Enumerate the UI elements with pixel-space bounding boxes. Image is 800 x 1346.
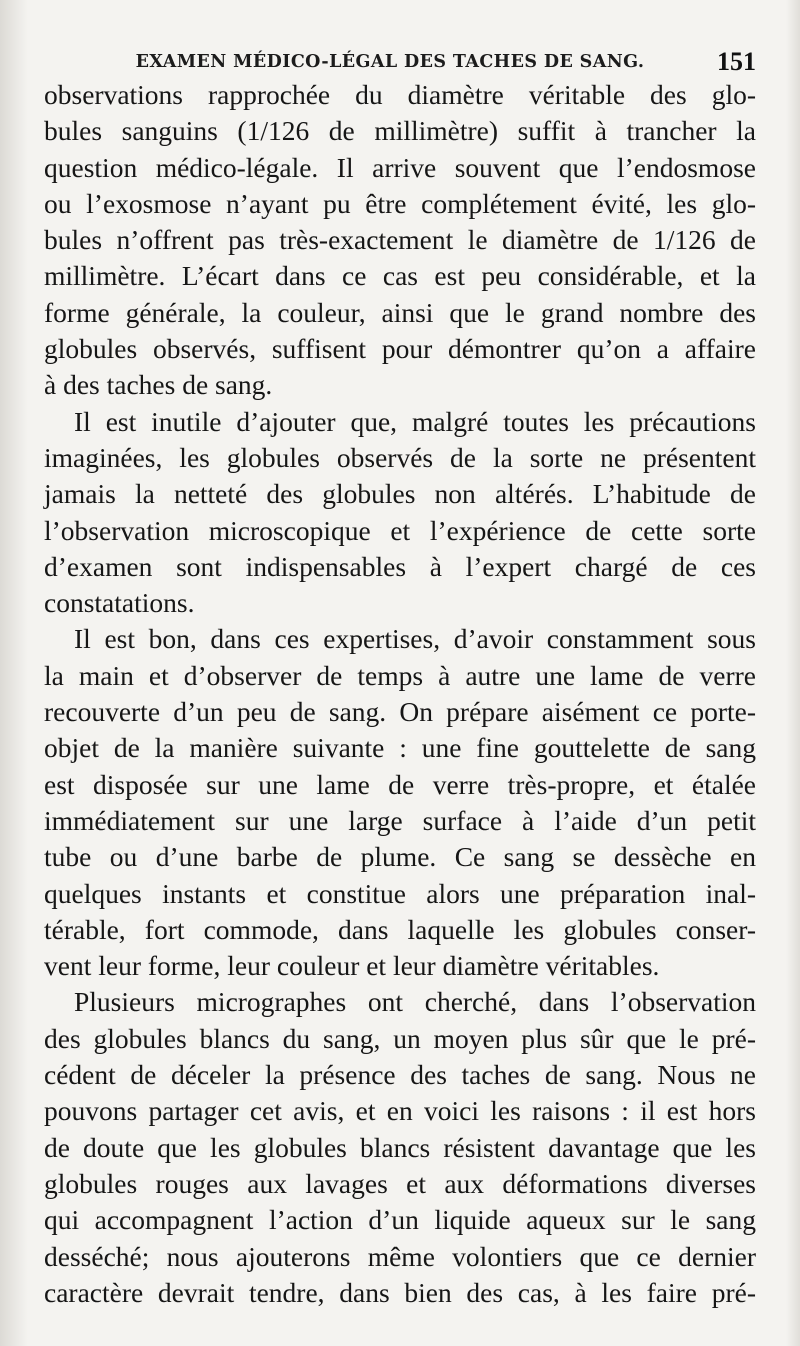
text-line: jamais la netteté des globules non altérés. L’habitude de: [44, 478, 756, 510]
text-line: est disposée sur une lame de verre très-propre, et étalée: [44, 768, 756, 800]
text-line: bules sanguins (1/126 de millimètre) suffit à trancher la: [44, 115, 756, 147]
text-line: la main et d’observer de temps à autre une lame de verre: [44, 659, 756, 691]
text-line: Plusieurs micrographes ont cherché, dans l’observation: [74, 986, 756, 1018]
running-title: EXAMEN MÉDICO-LÉGAL DES TACHES DE SANG.: [135, 52, 645, 72]
text-line: Il est bon, dans ces expertises, d’avoir constamment sous: [74, 623, 756, 655]
text-line: observations rapprochée du diamètre véritable des glo-: [44, 79, 756, 110]
text-line: des globules blancs du sang, un moyen plus sûr que le pré-: [44, 1022, 756, 1054]
text-line: question médico-légale. Il arrive souvent que l’endosmose: [44, 151, 756, 183]
text-line: de doute que les globules blancs résistent davantage que les: [44, 1131, 756, 1163]
page-number: 151: [717, 47, 756, 76]
text-line: recouverte d’un peu de sang. On prépare aisément ce porte-: [44, 696, 756, 728]
text-line: forme générale, la couleur, ainsi que le grand nombre des: [44, 296, 756, 328]
text-line: desséché; nous ajouterons même volontiers que ce dernier: [44, 1240, 756, 1272]
text-line: caractère devrait tendre, dans bien des cas, à les faire pré-: [44, 1276, 756, 1308]
paragraph: [44, 404, 756, 622]
text-line: ou l’exosmose n’ayant pu être complétement évité, les glo-: [44, 187, 756, 219]
text-line: globules rouges aux lavages et aux déformations diverses: [44, 1167, 756, 1199]
text-line: qui accompagnent l’action d’un liquide aqueux sur le sang: [44, 1204, 756, 1236]
paragraph: [44, 984, 756, 1311]
text-line: tube ou d’une barbe de plume. Ce sang se dessèche en: [44, 841, 756, 873]
text-line: immédiatement sur une large surface à l’aide d’un petit: [44, 804, 756, 836]
text-line: objet de la manière suivante : une fine gouttelette de sang: [44, 732, 756, 764]
text-line: térable, fort commode, dans laquelle les globules conser-: [44, 913, 756, 945]
text-line: constatations.: [44, 587, 195, 619]
text-line: quelques instants et constitue alors une préparation inal-: [44, 877, 756, 909]
text-line: pouvons partager cet avis, et en voici les raisons : il est hors: [44, 1095, 756, 1127]
text-line: bules n’offrent pas très-exactement le diamètre de 1/126 de: [44, 224, 756, 256]
text-line: l’observation microscopique et l’expérience de cette sorte: [44, 514, 756, 546]
text-line: d’examen sont indispensables à l’expert chargé de ces: [44, 550, 756, 582]
text-line: millimètre. L’écart dans ce cas est peu considérable, et la: [44, 260, 756, 292]
text-line: cédent de déceler la présence des taches de sang. Nous ne: [44, 1059, 756, 1091]
text-line: à des taches de sang.: [44, 369, 273, 401]
body-text: [44, 77, 756, 1311]
paragraph: [44, 77, 756, 404]
text-line: globules observés, suffisent pour démontrer qu’on a affaire: [44, 333, 756, 365]
paragraph: [44, 621, 756, 984]
text-line: Il est inutile d’ajouter que, malgré toutes les précautions: [74, 405, 756, 437]
text-line: vent leur forme, leur couleur et leur diamètre véritables.: [44, 950, 660, 982]
text-line: imaginées, les globules observés de la sorte ne présentent: [44, 441, 756, 473]
